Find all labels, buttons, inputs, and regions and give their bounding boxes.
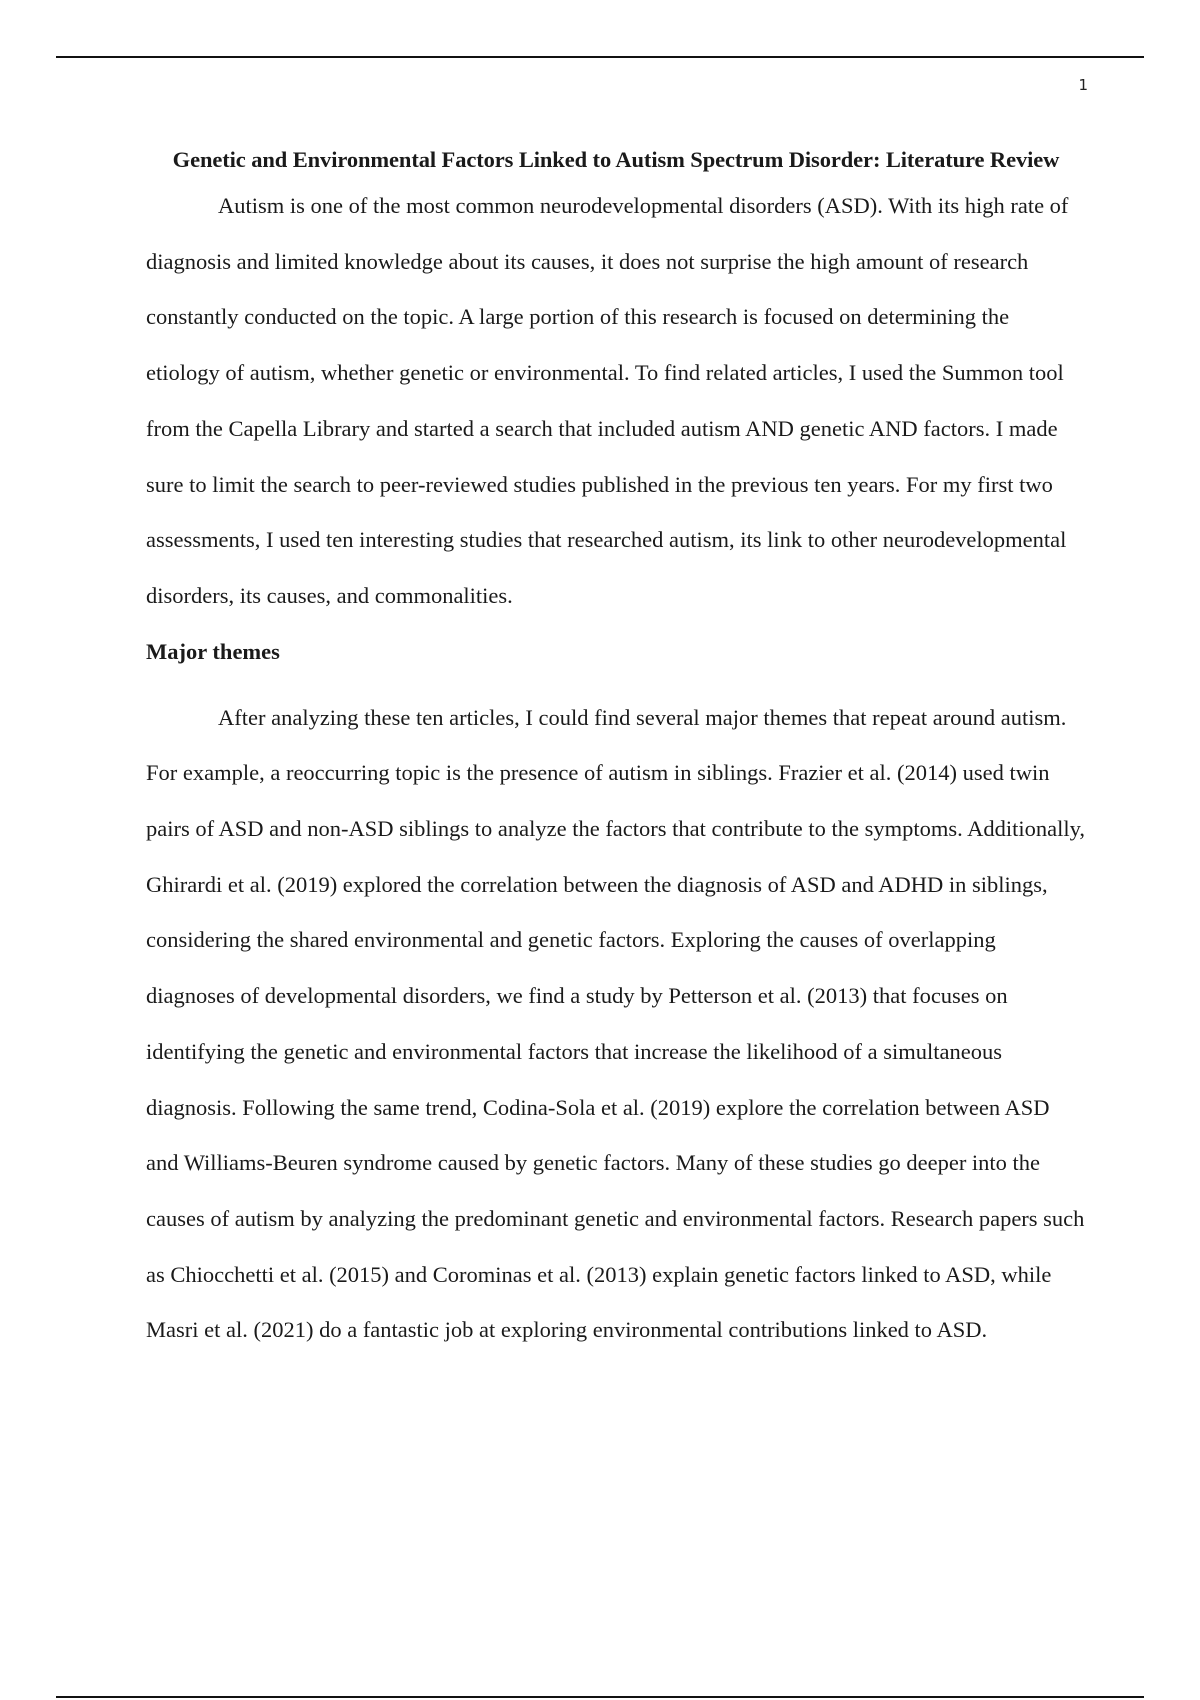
document-body <box>146 145 1086 1358</box>
intro-paragraph: Autism is one of the most common neurodevelopmental disorders (ASD). With its high rate of diagnosis and limited knowledge about its causes, it does not surprise the high amount of research constantly conducted on the topic. A large portion of this research is focused on determining the etiology of autism, whether genetic or environmental. To find related articles, I used the Summon tool from the Capella Library and started a search that included autism AND genetic AND factors. I made sure to limit the search to peer-reviewed studies published in the previous ten years. For my first two assessments, I used ten interesting studies that researched autism, its link to other neurodevelopmental disorders, its causes, and commonalities. <box>146 193 1069 608</box>
header-rule <box>56 56 1144 58</box>
footer-rule <box>56 1696 1144 1698</box>
section-heading-major-themes: Major themes <box>146 638 280 664</box>
page-number: 1 <box>1078 76 1088 94</box>
document-title: Genetic and Environmental Factors Linked to Autism Spectrum Disorder: Literature Review <box>172 147 1060 172</box>
major-themes-paragraph: After analyzing these ten articles, I could find several major themes that repeat around autism. For example, a reoccurring topic is the presence of autism in siblings. Frazier et al. (2014) used twin pairs of ASD and non-ASD siblings to analyze the factors that contribute to the symptoms. Additionally, Ghirardi et al. (2019) explored the correlation between the diagnosis of ASD and ADHD in siblings, considering the shared environmental and genetic factors. Exploring the causes of overlapping diagnoses of developmental disorders, we find a study by Petterson et al. (2013) that focuses on identifying the genetic and environmental factors that increase the likelihood of a simultaneous diagnosis. Following the same trend, Codina-Sola et al. (2019) explore the correlation between ASD and Williams-Beuren syndrome caused by genetic factors. Many of these studies go deeper into the causes of autism by analyzing the predominant genetic and environmental factors. Research papers such as Chiocchetti et al. (2015) and Corominas et al. (2013) explain genetic factors linked to ASD, while Masri et al. (2021) do a fantastic job at exploring environmental contributions linked to ASD. <box>146 704 1086 1343</box>
